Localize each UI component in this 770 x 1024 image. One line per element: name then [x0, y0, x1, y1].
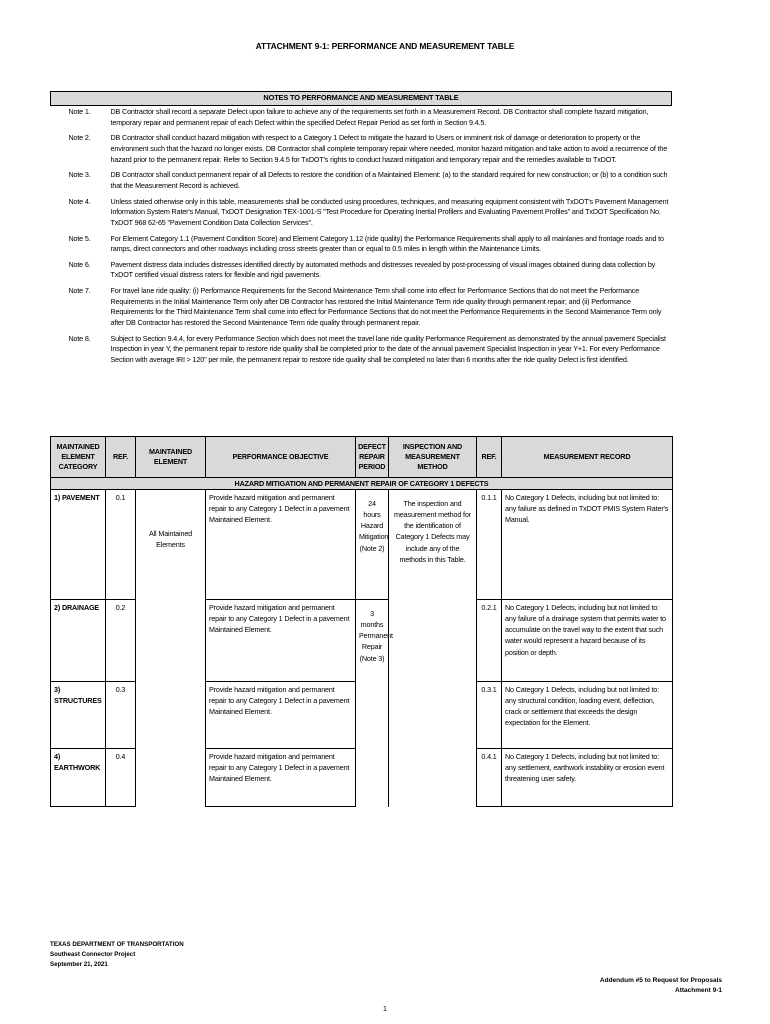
note-row [51, 169, 672, 195]
notes-header: NOTES TO PERFORMANCE AND MEASUREMENT TABLE [51, 92, 672, 106]
note-text: Unless stated otherwise only in this table, measurements shall be conducted using procedures, techniques, and measuring equipment consistent with TxDOT's Pavement Management Information System Rater's Manual, TxDOT Designation TEX-1001-S "Test Procedure for Operating Inertial Profilers and Evaluating Pavement Profiles" and TxDOT Specification No. TxDOT 968 62-65 "Pavement Condition Data Collection Services". [110, 196, 669, 227]
footer-project: Southeast Connector Project [50, 950, 136, 958]
row-ref: 0.2 [106, 600, 136, 682]
page-number: 1 [383, 1006, 387, 1013]
footer-left [50, 940, 184, 970]
page-title: ATTACHMENT 9-1: PERFORMANCE AND MEASUREMENT TABLE [255, 41, 515, 51]
col-record: MEASUREMENT RECORD [502, 437, 673, 478]
col-ref: REF. [106, 437, 136, 478]
row-objective: Provide hazard mitigation and permanent repair to any Category 1 Defect in a pavement Maintained Element. [206, 749, 356, 807]
note-row [51, 285, 672, 333]
col-ref2: REF. [477, 437, 502, 478]
note-row [51, 105, 672, 132]
footer-org: TEXAS DEPARTMENT OF TRANSPORTATION [50, 941, 184, 948]
note-number: Note 8. [68, 333, 91, 343]
col-category: MAINTAINED ELEMENT CATEGORY [51, 437, 106, 478]
note-text: For travel lane ride quality: (i) Performance Requirements for the Second Maintenance Term shall come into effect for Performance Sections that do not meet the Performance Requirements in the Initial Maintenance Term only after DB Contractor has restored the Initial Maintenance Term ride quality through permanent repair; and (ii) Performance Requirements for the Third Maintenance Term shall come into effect for Performance Sections that do not meet the Performance Requirements in the Second Maintenance Term only after DB Contractor has restored the Second Maintenance Term ride quality through permanent repair. [110, 286, 662, 328]
row-ref2: 0.3.1 [477, 682, 502, 749]
col-period: DEFECT REPAIR PERIOD [356, 437, 389, 478]
row-category: 4) EARTHWORK [51, 749, 106, 807]
row-record: No Category 1 Defects, including but not limited to: any failure of a drainage system that permits water to accumulate on the travel way to the extent that such water would represent a hazard because of its position or depth. [502, 600, 673, 682]
row-objective: Provide hazard mitigation and permanent repair to any Category 1 Defect in a pavement Maintained Element. [206, 600, 356, 682]
note-number: Note 2. [68, 133, 91, 143]
row-record: No Category 1 Defects, including but not limited to: any structural condition, loading event, deflection, crack or settlement that exceeds the design expectation for the Element. [502, 682, 673, 749]
footer-right [600, 976, 722, 997]
row-ref2: 0.2.1 [477, 600, 502, 682]
note-text: For Element Category 1.1 (Pavement Condition Score) and Element Category 1.12 (ride quality) the Performance Requirements shall apply to all mainlanes and frontage roads and to ramps, direct connectors and other roadways including cross streets greater than or equal to 0.5 miles in length within the Maintenance Limits. [110, 233, 664, 254]
row-ref2: 0.1.1 [477, 490, 502, 600]
row-objective: Provide hazard mitigation and permanent repair to any Category 1 Defect in a pavement Maintained Element. [206, 682, 356, 749]
footer-addendum: Addendum #5 to Request for Proposals [599, 977, 722, 984]
note-row [51, 259, 672, 285]
note-number: Note 7. [68, 286, 91, 296]
note-text: DB Contractor shall conduct hazard mitigation with respect to a Category 1 Defect to mitigate the hazard to Users or imminent risk of damage or deterioration to property or the environment such that the hazard no longer exists. DB Contractor shall complete temporary repair where needed, monitor hazard mitigation and take action to avoid a recurrence of the hazard prior to the permanent repair. Refer to Section 9.4.5 for TxDOT's rights to conduct hazard mitigation and temporary repair and the remedies available to TxDOT. [110, 133, 668, 164]
note-text: Pavement distress data includes distresses identified directly by automated methods and distresses revealed by post-processing of visual images obtained during data collection by TxDOT certified visual distress raters for flexible and rigid pavements. [110, 259, 656, 280]
row-ref: 0.1 [106, 490, 136, 600]
note-number: Note 1. [68, 106, 91, 116]
row-ref: 0.4 [106, 749, 136, 807]
performance-table [50, 436, 673, 807]
notes-table [50, 91, 672, 370]
note-number: Note 4. [68, 196, 91, 206]
period-permanent-repair: 3 months Permanent Repair (Note 3) [356, 600, 389, 807]
row-ref2: 0.4.1 [477, 749, 502, 807]
section-header-row [51, 478, 673, 490]
note-number: Note 5. [68, 233, 91, 243]
row-record: No Category 1 Defects, including but not limited to: any failure as defined in TxDOT PMIS System Rater's Manual. [502, 490, 673, 600]
row-category: 3) STRUCTURES [51, 682, 106, 749]
row-ref: 0.3 [106, 682, 136, 749]
col-element: MAINTAINED ELEMENT [136, 437, 206, 478]
inspection-method: The inspection and measurement method for the identification of Category 1 Defects may include any of the methods in this Table. [389, 490, 477, 807]
footer-date: September 21, 2021 [50, 960, 108, 968]
col-objective: PERFORMANCE OBJECTIVE [206, 437, 356, 478]
section-header: HAZARD MITIGATION AND PERMANENT REPAIR OF CATEGORY 1 DEFECTS [51, 478, 673, 490]
note-row [51, 132, 672, 169]
column-header-row [51, 437, 673, 478]
row-category: 2) DRAINAGE [51, 600, 106, 682]
row-objective: Provide hazard mitigation and permanent repair to any Category 1 Defect in a pavement Maintained Element. [206, 490, 356, 600]
note-row [51, 196, 672, 233]
footer-attachment: Attachment 9-1 [675, 987, 722, 995]
note-number: Note 6. [68, 259, 91, 269]
note-row [51, 333, 672, 370]
row-category: 1) PAVEMENT [51, 490, 106, 600]
maintained-element: All Maintained Elements [136, 490, 206, 807]
note-text: DB Contractor shall record a separate Defect upon failure to achieve any of the requirements set forth in a Measurement Record. DB Contractor shall complete hazard mitigation, temporary repair and permanent repair of each Defect within the specified Defect Repair Period as set forth in Section 9.4.5. [110, 106, 649, 127]
note-text: DB Contractor shall conduct permanent repair of all Defects to restore the condition of a Maintained Element: (a) to the standard required for new construction; or (b) to a condition such that the Measurement Record is achieved. [110, 170, 668, 190]
table-row [51, 490, 673, 600]
note-row [51, 233, 672, 259]
period-hazard-mitigation: 24 hours Hazard Mitigation (Note 2) [356, 490, 389, 600]
col-method: INSPECTION AND MEASUREMENT METHOD [389, 437, 477, 478]
row-record: No Category 1 Defects, including but not limited to: any settlement, earthwork instability or erosion event threatening user safety. [502, 749, 673, 807]
note-number: Note 3. [68, 170, 91, 180]
note-text: Subject to Section 9.4.4, for every Performance Section which does not meet the travel lane ride quality Performance Requirement as demonstrated by the annual pavement Specialist Inspection in year Y, the permanent repair to restore ride quality shall be completed prior to the date of the annual pavement Specialist Inspection in year Y+1. For every Performance Section with average IRI > 120" per mile, the permanent repair to restore ride quality shall be completed no later than 6 months after the ride quality Defect is first identified. [110, 333, 666, 365]
